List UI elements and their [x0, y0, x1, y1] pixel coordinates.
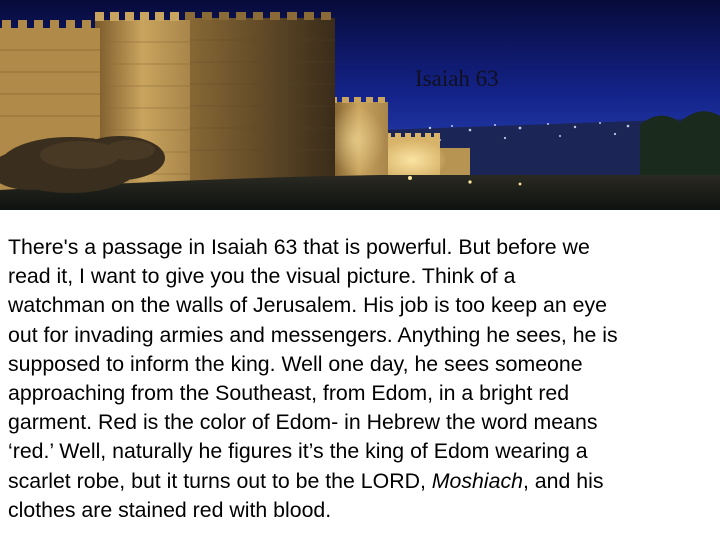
passage-line: out for invading armies and messengers. Anything he sees, he is [8, 322, 618, 347]
jerusalem-walls-photo [0, 0, 720, 210]
passage-line: clothes are stained red with blood. [8, 497, 332, 522]
jerusalem-walls-illustration [0, 0, 720, 210]
passage-line [8, 467, 714, 496]
slide-title: Isaiah 63 [415, 66, 499, 91]
passage-text [8, 233, 714, 525]
passage-line: approaching from the Southeast, from Edom, in a bright red [8, 381, 570, 406]
moshiach-emphasis: Moshiach [431, 468, 523, 493]
passage-text-segment: , and his [522, 468, 604, 493]
passage-line: garment. Red is the color of Edom- in Hebrew the word means [8, 410, 598, 435]
passage-line: supposed to inform the king. Well one day, he sees someone [8, 351, 583, 376]
passage-line: read it, I want to give you the visual picture. Think of a [8, 264, 516, 289]
passage-text-segment: scarlet robe, but it turns out to be the LORD, [8, 468, 432, 493]
passage-line: watchman on the walls of Jerusalem. His job is too keep an eye [8, 293, 607, 318]
passage-line: There's a passage in Isaiah 63 that is powerful. But before we [8, 235, 590, 259]
passage-line: ‘red.’ Well, naturally he figures it’s the king of Edom wearing a [8, 439, 588, 464]
